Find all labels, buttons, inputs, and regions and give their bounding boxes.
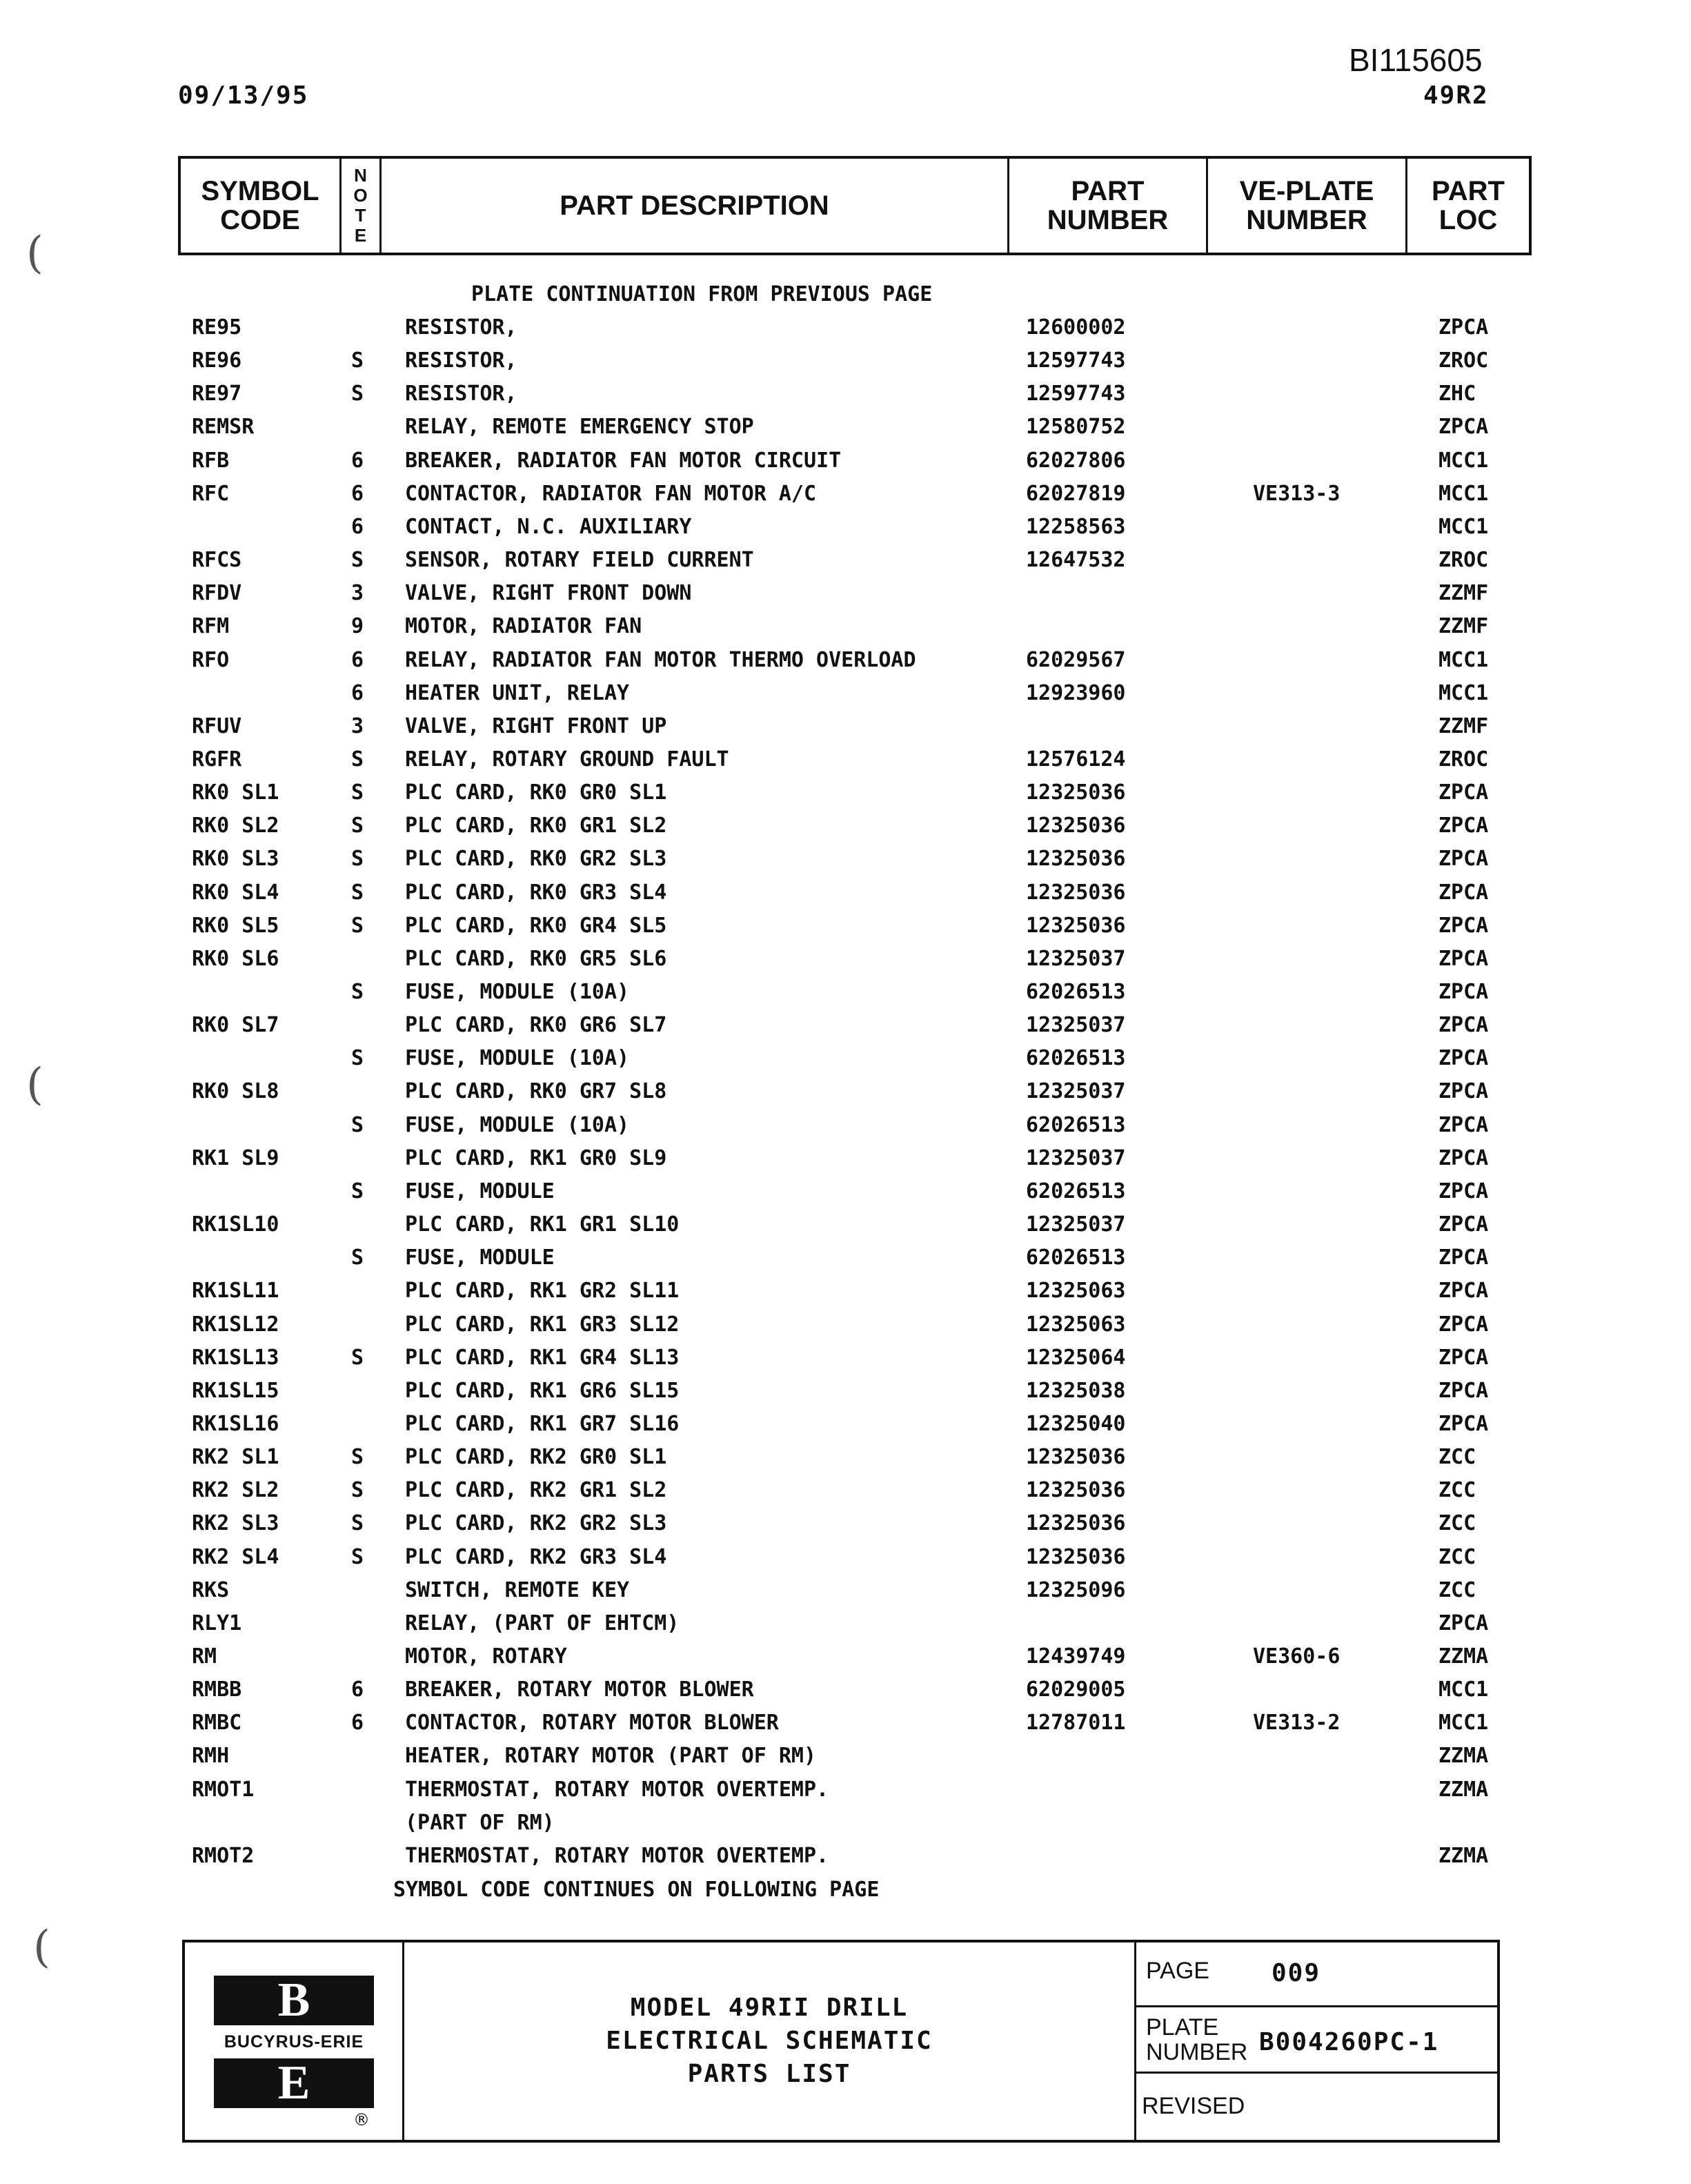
table-row	[0, 1441, 1691, 1474]
row-symbol-code: RK0 SL3	[192, 847, 279, 871]
table-row	[0, 1541, 1691, 1574]
row-part-number: 12325036	[1026, 881, 1126, 905]
row-symbol-code: RFDV	[192, 581, 242, 605]
row-part-loc: ZZMA	[1438, 1844, 1489, 1868]
table-row	[0, 1507, 1691, 1540]
row-part-number: 12325096	[1026, 1578, 1126, 1602]
row-part-number: 62026513	[1026, 1113, 1126, 1137]
row-symbol-code: RMBC	[192, 1711, 242, 1735]
row-part-loc: ZPCA	[1438, 1146, 1489, 1170]
row-symbol-code: RK0 SL4	[192, 881, 279, 905]
symbol-continues-note: SYMBOL CODE CONTINUES ON FOLLOWING PAGE	[393, 1878, 880, 1902]
row-part-number: 12923960	[1026, 681, 1126, 705]
row-part-number: 12325036	[1026, 814, 1126, 838]
table-row	[0, 1075, 1691, 1108]
revised-label: REVISED	[1142, 2093, 1245, 2119]
table-row	[0, 1474, 1691, 1507]
table-row	[0, 1408, 1691, 1441]
table-row	[0, 1009, 1691, 1042]
row-symbol-code: RK0 SL1	[192, 780, 279, 805]
table-row	[0, 1673, 1691, 1706]
col-symbol-code-line2: CODE	[220, 205, 300, 235]
info-panel	[1134, 1942, 1497, 2140]
table-row	[0, 1840, 1691, 1873]
row-symbol-code: RFUV	[192, 714, 242, 738]
row-part-loc: ZZMF	[1438, 581, 1489, 605]
col-note-letter: E	[354, 225, 367, 246]
row-note: 6	[351, 681, 364, 705]
row-symbol-code: RK2 SL1	[192, 1445, 279, 1469]
row-part-loc: ZPCA	[1438, 1412, 1489, 1436]
plate-continuation-note: PLATE CONTINUATION FROM PREVIOUS PAGE	[471, 282, 933, 306]
row-part-number: 62026513	[1026, 980, 1126, 1004]
row-part-description: PLC CARD, RK2 GR1 SL2	[405, 1478, 667, 1502]
row-part-number: 12325063	[1026, 1279, 1126, 1303]
row-part-description: RESISTOR,	[405, 315, 517, 340]
table-row	[0, 710, 1691, 743]
row-part-number: 12325036	[1026, 1478, 1126, 1502]
row-part-loc: MCC1	[1438, 482, 1489, 506]
plate-number-row	[1136, 2007, 1497, 2074]
row-part-number: 12325037	[1026, 1079, 1126, 1103]
row-part-loc: ZHC	[1438, 382, 1476, 406]
row-part-loc: ZZMA	[1438, 1778, 1489, 1802]
table-row	[0, 1241, 1691, 1275]
row-part-loc: ZZMA	[1438, 1744, 1489, 1768]
row-part-description: PLC CARD, RK1 GR1 SL10	[405, 1212, 680, 1237]
table-row	[0, 644, 1691, 677]
row-note: S	[351, 1246, 364, 1270]
row-note: 6	[351, 449, 364, 473]
table-row	[0, 577, 1691, 610]
row-part-loc: ZROC	[1438, 747, 1489, 771]
row-part-description: FUSE, MODULE	[405, 1179, 555, 1203]
table-row	[0, 743, 1691, 776]
row-part-description: HEATER UNIT, RELAY	[405, 681, 630, 705]
title-line-model: MODEL 49RII DRILL	[630, 1994, 909, 2022]
row-part-description: PLC CARD, RK0 GR1 SL2	[405, 814, 667, 838]
row-part-number: 12325036	[1026, 780, 1126, 805]
col-part-number-line2: NUMBER	[1047, 205, 1169, 235]
row-part-loc: ZZMA	[1438, 1644, 1489, 1669]
row-symbol-code: RFM	[192, 614, 230, 638]
document-date: 09/13/95	[178, 81, 309, 110]
col-ve-plate-line2: NUMBER	[1246, 205, 1367, 235]
row-part-number: 12439749	[1026, 1644, 1126, 1669]
row-note: S	[351, 747, 364, 771]
row-note: 6	[351, 482, 364, 506]
row-part-description: (PART OF RM)	[405, 1811, 555, 1835]
row-part-number: 12325036	[1026, 1511, 1126, 1535]
row-part-number: 12325037	[1026, 1146, 1126, 1170]
row-note: S	[351, 780, 364, 805]
row-part-loc: ZPCA	[1438, 315, 1489, 340]
row-note: S	[351, 881, 364, 905]
row-part-loc: MCC1	[1438, 1711, 1489, 1735]
row-note: S	[351, 814, 364, 838]
punch-hole-mark-top: (	[26, 228, 43, 279]
row-part-description: PLC CARD, RK1 GR3 SL12	[405, 1312, 680, 1337]
row-part-loc: ZPCA	[1438, 1212, 1489, 1237]
row-note: S	[351, 1113, 364, 1137]
row-part-loc: ZCC	[1438, 1445, 1476, 1469]
row-part-number: 62026513	[1026, 1179, 1126, 1203]
table-row	[0, 610, 1691, 643]
row-part-loc: ZZMF	[1438, 714, 1489, 738]
row-note: 6	[351, 1678, 364, 1702]
row-part-description: PLC CARD, RK2 GR3 SL4	[405, 1545, 667, 1569]
row-part-description: PLC CARD, RK2 GR2 SL3	[405, 1511, 667, 1535]
row-symbol-code: RE96	[192, 348, 242, 373]
row-part-description: PLC CARD, RK0 GR4 SL5	[405, 914, 667, 938]
row-part-number: 12787011	[1026, 1711, 1126, 1735]
row-part-number: 12325036	[1026, 1445, 1126, 1469]
row-part-loc: ZPCA	[1438, 881, 1489, 905]
row-part-description: HEATER, ROTARY MOTOR (PART OF RM)	[405, 1744, 817, 1768]
row-part-number: 62026513	[1026, 1046, 1126, 1070]
table-row	[0, 909, 1691, 943]
row-part-loc: ZPCA	[1438, 1279, 1489, 1303]
row-part-description: VALVE, RIGHT FRONT DOWN	[405, 581, 692, 605]
row-part-number: 12325038	[1026, 1379, 1126, 1403]
row-symbol-code: RK1 SL9	[192, 1146, 279, 1170]
table-row	[0, 976, 1691, 1009]
row-note: 9	[351, 614, 364, 638]
row-symbol-code: RE95	[192, 315, 242, 340]
row-symbol-code: REMSR	[192, 415, 255, 439]
row-part-loc: MCC1	[1438, 648, 1489, 672]
col-ve-plate-number	[1208, 159, 1407, 253]
row-part-description: CONTACTOR, RADIATOR FAN MOTOR A/C	[405, 482, 817, 506]
row-part-loc: ZPCA	[1438, 1312, 1489, 1337]
table-row	[0, 1208, 1691, 1241]
row-part-number: 12258563	[1026, 515, 1126, 539]
row-part-description: FUSE, MODULE (10A)	[405, 1113, 630, 1137]
row-part-loc: ZPCA	[1438, 847, 1489, 871]
row-part-description: PLC CARD, RK1 GR7 SL16	[405, 1412, 680, 1436]
row-symbol-code: RMOT1	[192, 1778, 255, 1802]
col-part-description: PART DESCRIPTION	[382, 159, 1009, 253]
page-label: PAGE	[1146, 1958, 1209, 1984]
table-row	[0, 1109, 1691, 1142]
row-part-number: 12597743	[1026, 348, 1126, 373]
row-symbol-code: RK0 SL5	[192, 914, 279, 938]
logo-letter-b: B	[214, 1976, 374, 2025]
row-part-number: 12325064	[1026, 1346, 1126, 1370]
table-row	[0, 677, 1691, 710]
row-part-number: 12580752	[1026, 415, 1126, 439]
row-part-description: PLC CARD, RK1 GR6 SL15	[405, 1379, 680, 1403]
row-part-number: 12325036	[1026, 914, 1126, 938]
col-part-number	[1009, 159, 1208, 253]
row-part-loc: ZPCA	[1438, 780, 1489, 805]
table-row	[0, 1773, 1691, 1807]
col-part-loc	[1407, 159, 1529, 253]
row-part-number: 12325037	[1026, 947, 1126, 971]
row-part-loc: MCC1	[1438, 449, 1489, 473]
col-part-number-line1: PART	[1071, 176, 1145, 206]
row-part-loc: ZPCA	[1438, 947, 1489, 971]
table-row	[0, 943, 1691, 976]
row-part-number: 12647532	[1026, 548, 1126, 572]
punch-hole-mark-bottom: (	[33, 1922, 50, 1973]
company-logo	[185, 1942, 404, 2140]
row-symbol-code: RFB	[192, 449, 230, 473]
row-ve-plate-number: VE360-6	[1253, 1644, 1341, 1669]
row-part-loc: ZPCA	[1438, 1046, 1489, 1070]
col-ve-plate-line1: VE-PLATE	[1239, 176, 1374, 206]
table-row	[0, 1807, 1691, 1840]
row-symbol-code: RE97	[192, 382, 242, 406]
row-symbol-code: RK1SL16	[192, 1412, 279, 1436]
col-note-letter: N	[354, 165, 367, 186]
row-part-loc: MCC1	[1438, 681, 1489, 705]
row-note: S	[351, 914, 364, 938]
row-part-description: MOTOR, ROTARY	[405, 1644, 567, 1669]
document-title	[404, 1942, 1134, 2140]
row-part-loc: ZROC	[1438, 348, 1489, 373]
row-note: S	[351, 1346, 364, 1370]
table-row	[0, 1607, 1691, 1640]
row-part-loc: ZCC	[1438, 1545, 1476, 1569]
row-note: 6	[351, 515, 364, 539]
row-symbol-code: RK0 SL2	[192, 814, 279, 838]
row-part-number: 62029005	[1026, 1678, 1126, 1702]
row-note: 3	[351, 714, 364, 738]
row-symbol-code: RMOT2	[192, 1844, 255, 1868]
row-part-loc: ZPCA	[1438, 914, 1489, 938]
row-note: S	[351, 1445, 364, 1469]
row-part-description: PLC CARD, RK1 GR0 SL9	[405, 1146, 667, 1170]
row-part-loc: MCC1	[1438, 515, 1489, 539]
document-id: BI115605	[1349, 42, 1483, 78]
row-note: S	[351, 980, 364, 1004]
col-part-loc-line2: LOC	[1438, 205, 1498, 235]
table-row	[0, 1175, 1691, 1208]
row-part-description: RESISTOR,	[405, 348, 517, 373]
row-part-number: 12597743	[1026, 382, 1126, 406]
row-part-loc: ZPCA	[1438, 1611, 1489, 1635]
table-row	[0, 1706, 1691, 1740]
row-symbol-code: RM	[192, 1644, 217, 1669]
row-part-description: RELAY, RADIATOR FAN MOTOR THERMO OVERLOAD	[405, 648, 916, 672]
row-symbol-code: RK1SL13	[192, 1346, 279, 1370]
row-part-description: VALVE, RIGHT FRONT UP	[405, 714, 667, 738]
row-note: S	[351, 1478, 364, 1502]
row-part-description: SENSOR, ROTARY FIELD CURRENT	[405, 548, 754, 572]
row-part-description: FUSE, MODULE (10A)	[405, 1046, 630, 1070]
row-note: S	[351, 548, 364, 572]
table-row	[0, 1740, 1691, 1773]
row-part-description: PLC CARD, RK0 GR0 SL1	[405, 780, 667, 805]
row-part-number: 12325063	[1026, 1312, 1126, 1337]
row-part-description: BREAKER, ROTARY MOTOR BLOWER	[405, 1678, 754, 1702]
row-note: 3	[351, 581, 364, 605]
row-part-description: PLC CARD, RK0 GR7 SL8	[405, 1079, 667, 1103]
plate-label: PLATE	[1146, 2014, 1219, 2040]
row-symbol-code: RK0 SL8	[192, 1079, 279, 1103]
row-part-loc: ZPCA	[1438, 1079, 1489, 1103]
row-part-loc: ZPCA	[1438, 1113, 1489, 1137]
row-symbol-code: RK2 SL4	[192, 1545, 279, 1569]
row-part-description: PLC CARD, RK0 GR6 SL7	[405, 1013, 667, 1037]
row-part-description: CONTACTOR, ROTARY MOTOR BLOWER	[405, 1711, 779, 1735]
row-part-number: 12600002	[1026, 315, 1126, 340]
model-code: 49R2	[1423, 81, 1489, 110]
row-part-description: FUSE, MODULE	[405, 1246, 555, 1270]
row-part-loc: ZCC	[1438, 1478, 1476, 1502]
row-part-description: PLC CARD, RK0 GR5 SL6	[405, 947, 667, 971]
row-part-number: 12325040	[1026, 1412, 1126, 1436]
row-symbol-code: RK2 SL2	[192, 1478, 279, 1502]
row-symbol-code: RFC	[192, 482, 230, 506]
revised-row	[1136, 2074, 1497, 2140]
row-part-loc: ZCC	[1438, 1511, 1476, 1535]
col-note	[342, 159, 382, 253]
table-row	[0, 1574, 1691, 1607]
row-part-description: RELAY, (PART OF EHTCM)	[405, 1611, 680, 1635]
row-note: S	[351, 348, 364, 373]
row-part-loc: ZPCA	[1438, 1379, 1489, 1403]
row-symbol-code: RK1SL12	[192, 1312, 279, 1337]
row-part-loc: MCC1	[1438, 1678, 1489, 1702]
row-part-description: BREAKER, RADIATOR FAN MOTOR CIRCUIT	[405, 449, 842, 473]
table-row	[0, 1142, 1691, 1175]
row-part-loc: ZCC	[1438, 1578, 1476, 1602]
row-symbol-code: RFO	[192, 648, 230, 672]
row-note: S	[351, 1046, 364, 1070]
row-note: S	[351, 382, 364, 406]
row-part-loc: ZPCA	[1438, 1246, 1489, 1270]
row-part-number: 12325036	[1026, 847, 1126, 871]
title-line-schematic: ELECTRICAL SCHEMATIC	[606, 2027, 933, 2055]
plate-number: B004260PC-1	[1259, 2028, 1439, 2056]
row-ve-plate-number: VE313-3	[1253, 482, 1341, 506]
row-note: S	[351, 1511, 364, 1535]
row-symbol-code: RK2 SL3	[192, 1511, 279, 1535]
registered-mark-icon: ®	[353, 2110, 370, 2129]
table-row	[0, 444, 1691, 478]
row-part-description: PLC CARD, RK2 GR0 SL1	[405, 1445, 667, 1469]
table-row	[0, 876, 1691, 909]
row-symbol-code: RMBB	[192, 1678, 242, 1702]
row-part-description: THERMOSTAT, ROTARY MOTOR OVERTEMP.	[405, 1778, 829, 1802]
plate-number-label: NUMBER	[1146, 2039, 1248, 2065]
row-part-description: MOTOR, RADIATOR FAN	[405, 614, 642, 638]
row-part-number: 62027806	[1026, 449, 1126, 473]
col-symbol-code	[181, 159, 342, 253]
table-row	[0, 776, 1691, 809]
row-part-loc: ZPCA	[1438, 980, 1489, 1004]
row-part-loc: ZPCA	[1438, 1346, 1489, 1370]
row-symbol-code: RK0 SL7	[192, 1013, 279, 1037]
table-row	[0, 311, 1691, 344]
row-part-description: PLC CARD, RK1 GR2 SL11	[405, 1279, 680, 1303]
row-ve-plate-number: VE313-2	[1253, 1711, 1341, 1735]
row-note: 6	[351, 1711, 364, 1735]
row-part-number: 12325037	[1026, 1013, 1126, 1037]
table-row	[0, 1308, 1691, 1341]
table-row	[0, 377, 1691, 411]
column-header-table	[178, 156, 1532, 255]
row-symbol-code: RMH	[192, 1744, 230, 1768]
punch-hole-mark-middle: (	[26, 1059, 43, 1110]
row-part-number: 12576124	[1026, 747, 1126, 771]
row-part-description: RESISTOR,	[405, 382, 517, 406]
row-part-number: 62029567	[1026, 648, 1126, 672]
row-part-description: THERMOSTAT, ROTARY MOTOR OVERTEMP.	[405, 1844, 829, 1868]
table-row	[0, 1341, 1691, 1375]
row-part-description: RELAY, ROTARY GROUND FAULT	[405, 747, 729, 771]
logo-company-name: BUCYRUS-ERIE	[224, 2032, 364, 2052]
row-part-number: 62027819	[1026, 482, 1126, 506]
row-part-description: SWITCH, REMOTE KEY	[405, 1578, 630, 1602]
row-part-loc: ZZMF	[1438, 614, 1489, 638]
title-block	[182, 1940, 1500, 2143]
title-line-parts-list: PARTS LIST	[687, 2060, 851, 2088]
row-part-number: 62026513	[1026, 1246, 1126, 1270]
row-note: S	[351, 847, 364, 871]
row-part-description: CONTACT, N.C. AUXILIARY	[405, 515, 692, 539]
row-symbol-code: RGFR	[192, 747, 242, 771]
table-row	[0, 809, 1691, 843]
row-note: S	[351, 1179, 364, 1203]
table-row	[0, 843, 1691, 876]
row-part-loc: ZPCA	[1438, 1179, 1489, 1203]
row-symbol-code: RKS	[192, 1578, 230, 1602]
row-part-description: FUSE, MODULE (10A)	[405, 980, 630, 1004]
row-part-loc: ZPCA	[1438, 415, 1489, 439]
page-row	[1136, 1942, 1497, 2007]
col-note-letter: T	[355, 205, 366, 226]
table-row	[0, 344, 1691, 377]
table-row	[0, 1042, 1691, 1075]
row-part-description: PLC CARD, RK0 GR3 SL4	[405, 881, 667, 905]
row-part-description: RELAY, REMOTE EMERGENCY STOP	[405, 415, 754, 439]
logo-letter-e: E	[214, 2058, 374, 2108]
table-row	[0, 1375, 1691, 1408]
col-part-loc-line1: PART	[1432, 176, 1505, 206]
row-part-description: PLC CARD, RK1 GR4 SL13	[405, 1346, 680, 1370]
row-part-number: 12325037	[1026, 1212, 1126, 1237]
row-symbol-code: RK1SL11	[192, 1279, 279, 1303]
row-symbol-code: RLY1	[192, 1611, 242, 1635]
table-row	[0, 478, 1691, 511]
row-part-loc: ZPCA	[1438, 814, 1489, 838]
table-row	[0, 1275, 1691, 1308]
row-note: S	[351, 1545, 364, 1569]
row-symbol-code: RK1SL10	[192, 1212, 279, 1237]
row-symbol-code: RK0 SL6	[192, 947, 279, 971]
table-row	[0, 544, 1691, 577]
col-symbol-code-line1: SYMBOL	[201, 176, 319, 206]
table-row	[0, 411, 1691, 444]
table-row	[0, 511, 1691, 544]
row-part-loc: ZROC	[1438, 548, 1489, 572]
table-row	[0, 1640, 1691, 1673]
row-note: 6	[351, 648, 364, 672]
row-part-loc: ZPCA	[1438, 1013, 1489, 1037]
col-note-letter: O	[353, 185, 368, 206]
row-symbol-code: RK1SL15	[192, 1379, 279, 1403]
row-part-description: PLC CARD, RK0 GR2 SL3	[405, 847, 667, 871]
page-number: 009	[1272, 1959, 1321, 1987]
row-symbol-code: RFCS	[192, 548, 242, 572]
row-part-number: 12325036	[1026, 1545, 1126, 1569]
